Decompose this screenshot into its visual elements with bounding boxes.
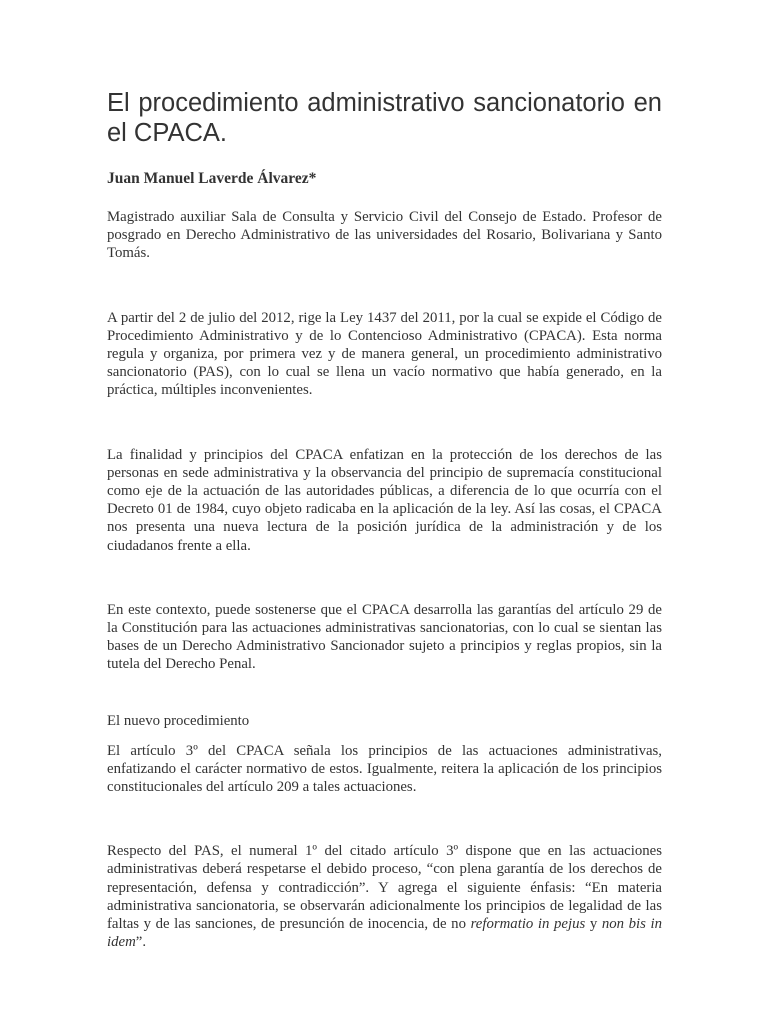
author-affiliation: Magistrado auxiliar Sala de Consulta y Servicio Civil del Consejo de Estado. Profesor de posgrado en Derecho Administrativo de las universidades del Rosario, Bolivariana y Santo Tomás. [107, 209, 662, 262]
paragraph-pas [107, 842, 662, 951]
paragraph-pas-text-mid: y [585, 916, 602, 933]
author-name: Juan Manuel Laverde Álvarez* [107, 170, 317, 187]
paragraph-principles: La finalidad y principios del CPACA enfatizan en la protección de los derechos de las personas en sede administrativa y la observancia del principio de supremacía constitucional como eje de la actuación de las autoridades públicas, a diferencia de lo que ocurría con el Decreto 01 de 1984, cuyo objeto radicaba en la aplicación de la ley. Así las cosas, el CPACA nos presenta una nueva lectura de la posición jurídica de la administración y de los ciudadanos frente a ella. [107, 446, 662, 554]
document-title: El procedimiento administrativo sancionatorio en el CPACA. [107, 89, 662, 147]
paragraph-article-3: El artículo 3º del CPACA señala los principios de las actuaciones administrativas, enfatizando el carácter normativo de estos. Igualmente, reitera la aplicación de los principios constitucionales del artículo 209 a tales actuaciones. [107, 742, 662, 796]
paragraph-pas-text-start: Respecto del PAS, el numeral 1º del citado artículo 3º dispone que en las actuaciones administrativas deberá respetarse el debido proceso, “con plena garantía de los derechos de representación, defensa y contradicción”. Y agrega el siguiente énfasis: “En materia administrativa sancionatoria, se observarán adicionalmente los principios de legalidad de las faltas y de las sanciones, de presunción de inocencia, de no [107, 843, 662, 933]
paragraph-pas-text-end: ”. [135, 934, 147, 951]
latin-term-non-bis: non bis in idem [107, 916, 662, 951]
paragraph-intro: A partir del 2 de julio del 2012, rige la Ley 1437 del 2011, por la cual se expide el Código de Procedimiento Administrativo y de lo Contencioso Administrativo (CPACA). Esta norma regula y organiza, por primera vez y de manera general, un procedimiento administrativo sancionatorio (PAS), con lo cual se llena un vacío normativo que había generado, en la práctica, múltiples inconvenientes. [107, 309, 662, 399]
section-heading: El nuevo procedimiento [107, 712, 250, 729]
paragraph-context: En este contexto, puede sostenerse que el CPACA desarrolla las garantías del artículo 29 de la Constitución para las actuaciones administrativas sancionatorias, con lo cual se sientan las bases de un Derecho Administrativo Sancionador sujeto a principios y reglas propios, sin la tutela del Derecho Penal. [107, 601, 662, 673]
latin-term-reformatio: reformatio in pejus [470, 916, 586, 933]
document-page [107, 88, 662, 951]
